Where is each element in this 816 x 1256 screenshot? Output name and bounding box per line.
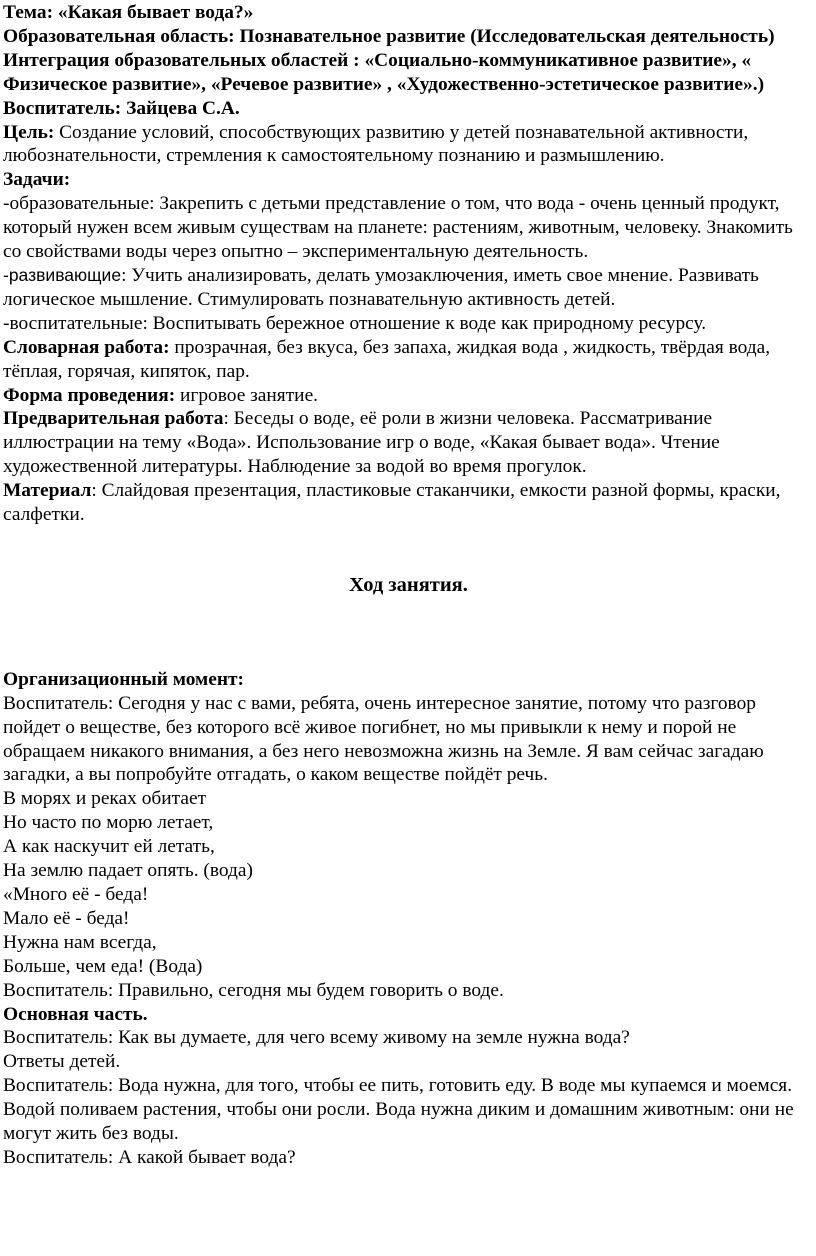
form-text: игровое занятие. (175, 384, 319, 406)
lesson-intro: Воспитатель: Сегодня у нас с вами, ребята, очень интересное занятие, потому что разговор пойдет о веществе, без которого всё живое погибнет, но мы привыкли к нему и порой не обращаем никакого внимания, а без него невозможна жизнь на Земле. Я вам сейчас загадаю загадки, а вы попробуйте отгадать, о каком веществе пойдёт речь. (3, 692, 764, 786)
preliminary-text: : Беседы о воде, её роли в жизни человека. Рассматривание иллюстрации на тему «Вода». Использование игр о воде, «Какая бывает вода». Чтение художественной литературы. Наблюдение за водой во время прогулок. (3, 408, 720, 478)
area-line (3, 25, 814, 49)
question-2: Воспитатель: А какой бывает вода? (3, 1146, 296, 1168)
vocabulary-text: прозрачная, без вкуса, без запаха, жидкая вода , жидкость, твёрдая вода, тёплая, горячая, кипяток, пар. (3, 336, 771, 382)
form-label: Форма проведения: (3, 384, 176, 406)
teacher-explain: Воспитатель: Вода нужна, для того, чтобы ее пить, готовить еду. В воде мы купаемся и моемся. Водой поливаем растения, чтобы они росли. Вода нужна диким и домашним животным: они не могут жить без воды. (3, 1075, 794, 1145)
integration-line (3, 49, 814, 97)
material-label: Материал (3, 480, 92, 502)
riddle-line: Мало её - беда! (3, 907, 130, 929)
main-heading (3, 1003, 814, 1027)
riddle-line: В морях и реках обитает (3, 788, 207, 810)
children-answers: Ответы детей. (3, 1051, 121, 1073)
material-text: : Слайдовая презентация, пластиковые стаканчики, емкости разной формы, краски, салфетки. (3, 480, 781, 526)
vocabulary-paragraph (3, 336, 814, 384)
task-upbringing: -воспитательные: Воспитывать бережное отношение к воде как природному ресурсу. (3, 312, 707, 334)
task-educational: -образовательные: Закрепить с детьми представление о том, что вода - очень ценный продукт, который нужен всем живым существам на планете: растениям, животным, человеку. Знакомить со свойствами воды через опытно – экспериментальную деятельность. (3, 193, 793, 263)
question-1: Воспитатель: Как вы думаете, для чего всему живому на земле нужна вода? (3, 1027, 630, 1049)
vocabulary-label: Словарная работа: (3, 336, 170, 358)
riddle-line: Нужна нам всегда, (3, 931, 157, 953)
area-value: Познавательное развитие (Исследовательская деятельность) (234, 25, 775, 47)
topic-label: Тема: (3, 2, 54, 23)
integration-label: Интеграция образовательных областей : (3, 49, 360, 71)
riddle-line: Больше, чем еда! (Вода) (3, 955, 203, 977)
topic-value: «Какая бывает вода?» (53, 2, 254, 23)
teacher-line (3, 97, 814, 121)
topic-line (3, 1, 814, 25)
integration-value: «Социально-коммуникативное развитие», « Физическое развитие», «Речевое развитие» , «Художественно-эстетическое развитие».) (3, 49, 765, 95)
task-developing (3, 264, 814, 312)
tasks-label: Задачи: (3, 169, 71, 191)
org-label: Организационный момент: (3, 668, 244, 690)
lesson-title: Ход занятия. (349, 573, 468, 596)
goal-text: Создание условий, способствующих развитию у детей познавательной активности, любознательности, стремления к самостоятельному познанию и размышлению. (3, 121, 749, 167)
riddle-line: «Много её - беда! (3, 884, 149, 905)
task-developing-prefix: -развивающие (3, 264, 122, 285)
material-paragraph (3, 479, 814, 527)
tasks-heading (3, 168, 814, 192)
preliminary-label: Предварительная работа (3, 408, 224, 430)
area-label: Образовательная область: (3, 25, 235, 47)
teacher-label: Воспитатель: (3, 97, 122, 119)
goal-label: Цель: (3, 121, 55, 143)
riddle-line: А как наскучит ей летать, (3, 836, 215, 858)
document-page (3, 1, 814, 1170)
riddle-line: Но часто по морю летает, (3, 812, 214, 834)
org-heading (3, 668, 814, 692)
form-paragraph (3, 384, 814, 408)
preliminary-paragraph (3, 407, 814, 479)
riddle-line: На землю падает опять. (вода) (3, 860, 253, 882)
teacher-confirm: Воспитатель: Правильно, сегодня мы будем говорить о воде. (3, 979, 504, 1001)
main-label: Основная часть. (3, 1003, 148, 1025)
goal-paragraph (3, 121, 814, 169)
teacher-value: Зайцева С.А. (121, 97, 240, 119)
task-developing-text: : Учить анализировать, делать умозаключения, иметь свое мнение. Развивать логическое мышление. Стимулировать познавательную активность детей. (3, 264, 759, 310)
